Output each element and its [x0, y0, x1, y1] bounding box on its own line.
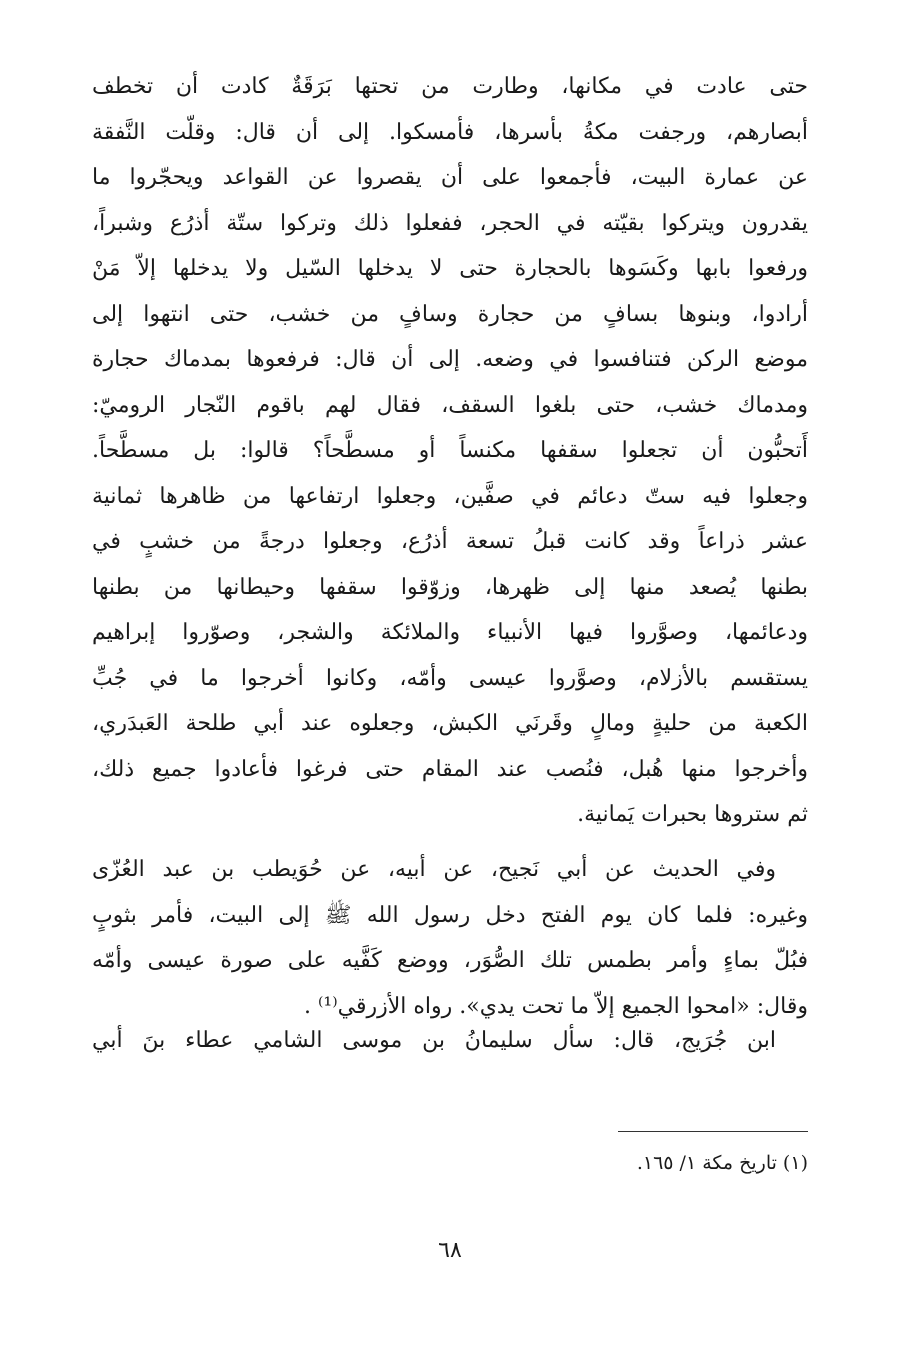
text-line: عن عمارة البيت، فأجمعوا على أن يقصروا عن القواعد ويحجّروا ما	[92, 165, 808, 190]
paragraph-1	[92, 64, 808, 838]
text-line: ثم ستروها بحبرات يَمانية.	[577, 802, 808, 827]
footnote: (١) تاريخ مكة ١/ ١٦٥.	[636, 1152, 808, 1174]
text-line: الكعبة من حليةٍ ومالٍ وقَرنَي الكبش، وجعلوه عند أبي طلحة العَبدَري،	[92, 711, 808, 736]
text-line: ودعائمها، وصوَّروا فيها الأنبياء والملائكة والشجر، وصوّروا إبراهيم	[92, 620, 808, 645]
text-line: موضع الركن فتنافسوا في وضعه. إلى أن قال: فرفعوها بمدماك حجارة	[92, 347, 808, 372]
text-line: وأخرجوا منها هُبل، فنُصب عند المقام حتى فرغوا فأعادوا جميع ذلك،	[92, 756, 808, 782]
text-line: عشر ذراعاً وقد كانت قبلُ تسعة أذرُع، وجعلوا درجةً من خشبٍ في	[92, 529, 808, 554]
text-line: ومدماك خشب، حتى بلغوا السقف، فقال لهم باقوم النّجار الروميّ:	[92, 392, 808, 418]
page-number: ٦٨	[438, 1238, 462, 1263]
text-line: بطنها يُصعد منها إلى ظهرها، وزوّقوا سقفها وحيطانها من بطنها	[92, 574, 808, 600]
paragraph-2	[92, 847, 808, 1029]
text-line: ورفعوا بابها وكَسَوها بالحجارة حتى لا يدخلها السّيل ولا يدخلها إلاّ مَنْ	[92, 256, 808, 281]
text-line: أَتحبُّون أن تجعلوا سقفها مكنساً أو مسطَّحاً؟ قالوا: بل مسطَّحاً.	[92, 438, 808, 463]
text-line: يقدرون ويتركوا بقيّته في الحجر، ففعلوا ذلك وتركوا ستّة أذرُع وشبراً،	[92, 210, 808, 236]
text-line: وجعلوا فيه ستّ دعائم في صفَّين، وجعلوا ارتفاعها من ظاهرها ثمانية	[92, 483, 808, 509]
text-line: أرادوا، وبنوها بسافٍ من حجارة وسافٍ من خشب، حتى انتهوا إلى	[92, 301, 808, 327]
text-line: وقال: «امحوا الجميع إلاّ ما تحت يدي». رواه الأزرقي⁽¹⁾ .	[304, 993, 808, 1019]
text-line: فبُلّ بماءٍ وأمر بطمس تلك الصُّوَر، ووضع كَفَّيه على صورة عيسى وأمّه	[92, 948, 808, 973]
paragraph-3	[92, 1018, 808, 1064]
text-line: حتى عادت في مكانها، وطارت من تحتها بَرَقَةٌ كادت أن تخطف	[92, 74, 808, 99]
text-line: ابن جُرَيج، قال: سأل سليمانُ بن موسى الشامي عطاء بنَ أبي	[92, 1028, 776, 1053]
text-line: وفي الحديث عن أبي نَجيح، عن أبيه، عن حُوَيطب بن عبد العُزّى	[92, 857, 776, 882]
footnote-divider	[618, 1131, 808, 1132]
text-line: يستقسم بالأزلام، وصوَّروا عيسى وأمّه، وكانوا أخرجوا ما في جُبِّ	[92, 665, 808, 691]
text-line: أبصارهم، ورجفت مكةُ بأسرها، فأمسكوا. إلى أن قال: وقلّت النَّفقة	[92, 119, 808, 145]
text-line: وغيره: فلما كان يوم الفتح دخل رسول الله ﷺ إلى البيت، فأمر بثوبٍ	[92, 902, 808, 928]
